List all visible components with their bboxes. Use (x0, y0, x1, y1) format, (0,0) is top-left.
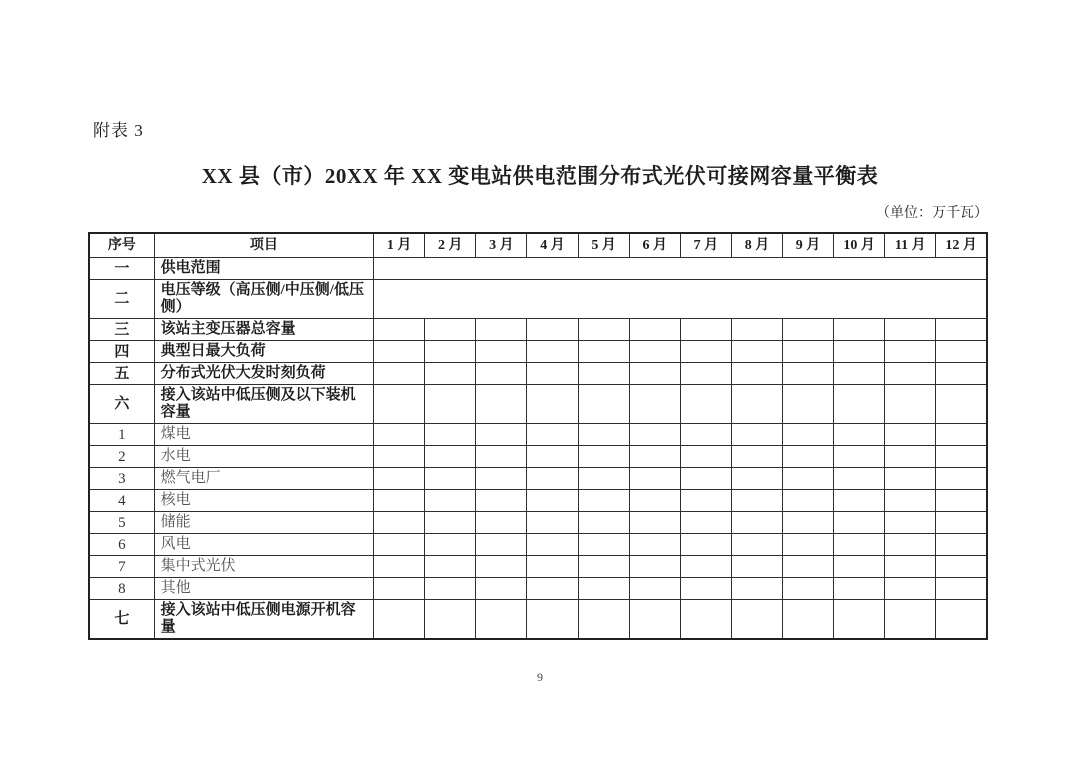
month-cell (527, 468, 578, 490)
month-cell (578, 319, 629, 341)
month-cell (476, 534, 527, 556)
month-cell (578, 556, 629, 578)
month-cell (834, 600, 885, 640)
month-cell (783, 363, 834, 385)
month-cell (834, 341, 885, 363)
month-cell (885, 534, 936, 556)
month-cell (680, 468, 731, 490)
month-cell (527, 534, 578, 556)
header-month: 2 月 (425, 233, 476, 258)
row-label-cell: 风电 (154, 534, 373, 556)
row-label-cell: 供电范围 (154, 258, 373, 280)
row-number-cell: 七 (89, 600, 154, 640)
row-number-cell: 2 (89, 446, 154, 468)
header-month: 5 月 (578, 233, 629, 258)
month-cell (527, 341, 578, 363)
month-cell (425, 385, 476, 424)
capacity-balance-table (88, 232, 988, 640)
merged-months-cell (374, 280, 987, 319)
month-cell (936, 341, 987, 363)
table-header (89, 233, 987, 258)
table-row (89, 341, 987, 363)
month-cell (834, 490, 885, 512)
row-number-cell: 六 (89, 385, 154, 424)
month-cell (834, 363, 885, 385)
month-cell (834, 556, 885, 578)
row-number-cell: 一 (89, 258, 154, 280)
header-month: 1 月 (374, 233, 425, 258)
month-cell (425, 424, 476, 446)
month-cell (834, 512, 885, 534)
row-number-cell: 五 (89, 363, 154, 385)
table-row (89, 424, 987, 446)
month-cell (629, 556, 680, 578)
month-cell (476, 556, 527, 578)
month-cell (783, 490, 834, 512)
month-cell (885, 600, 936, 640)
page-title: XX 县（市）20XX 年 XX 变电站供电范围分布式光伏可接网容量平衡表 (201, 164, 879, 188)
month-cell (783, 319, 834, 341)
row-label-cell: 典型日最大负荷 (154, 341, 373, 363)
table-row (89, 258, 987, 280)
month-cell (476, 341, 527, 363)
row-label-cell: 水电 (154, 446, 373, 468)
month-cell (476, 319, 527, 341)
month-cell (783, 512, 834, 534)
month-cell (425, 556, 476, 578)
row-number-cell: 7 (89, 556, 154, 578)
row-label-cell: 集中式光伏 (154, 556, 373, 578)
row-label-cell: 储能 (154, 512, 373, 534)
month-cell (731, 424, 782, 446)
month-cell (680, 578, 731, 600)
month-cell (834, 385, 885, 424)
header-row (89, 233, 987, 258)
month-cell (885, 363, 936, 385)
table-row (89, 385, 987, 424)
header-month: 8 月 (731, 233, 782, 258)
unit-note: （单位：万千瓦） (876, 206, 988, 221)
month-cell (578, 578, 629, 600)
header-month: 9 月 (783, 233, 834, 258)
month-cell (936, 468, 987, 490)
month-cell (374, 341, 425, 363)
table-row (89, 600, 987, 640)
month-cell (680, 363, 731, 385)
month-cell (680, 319, 731, 341)
month-cell (731, 490, 782, 512)
month-cell (783, 578, 834, 600)
month-cell (476, 385, 527, 424)
month-cell (680, 534, 731, 556)
month-cell (374, 578, 425, 600)
month-cell (629, 600, 680, 640)
month-cell (578, 490, 629, 512)
month-cell (783, 468, 834, 490)
month-cell (374, 319, 425, 341)
month-cell (834, 446, 885, 468)
month-cell (425, 319, 476, 341)
month-cell (680, 341, 731, 363)
merged-months-cell (374, 258, 987, 280)
month-cell (578, 424, 629, 446)
month-cell (783, 424, 834, 446)
month-cell (885, 385, 936, 424)
month-cell (374, 446, 425, 468)
header-month: 12 月 (936, 233, 987, 258)
header-no: 序号 (89, 233, 154, 258)
month-cell (425, 446, 476, 468)
row-label-cell: 该站主变压器总容量 (154, 319, 373, 341)
table-row (89, 280, 987, 319)
row-number-cell: 四 (89, 341, 154, 363)
month-cell (783, 385, 834, 424)
month-cell (425, 512, 476, 534)
month-cell (374, 556, 425, 578)
month-cell (629, 534, 680, 556)
month-cell (629, 424, 680, 446)
month-cell (731, 319, 782, 341)
table-row (89, 446, 987, 468)
month-cell (731, 600, 782, 640)
month-cell (731, 446, 782, 468)
month-cell (834, 534, 885, 556)
table-row (89, 363, 987, 385)
month-cell (885, 556, 936, 578)
row-label-cell: 煤电 (154, 424, 373, 446)
header-month: 4 月 (527, 233, 578, 258)
month-cell (783, 446, 834, 468)
table-row (89, 468, 987, 490)
row-number-cell: 4 (89, 490, 154, 512)
month-cell (629, 385, 680, 424)
row-number-cell: 3 (89, 468, 154, 490)
table-row (89, 319, 987, 341)
month-cell (578, 385, 629, 424)
month-cell (374, 363, 425, 385)
month-cell (527, 424, 578, 446)
month-cell (527, 512, 578, 534)
month-cell (527, 446, 578, 468)
month-cell (629, 490, 680, 512)
row-number-cell: 6 (89, 534, 154, 556)
month-cell (731, 556, 782, 578)
month-cell (578, 468, 629, 490)
month-cell (629, 363, 680, 385)
row-label-cell: 其他 (154, 578, 373, 600)
month-cell (374, 512, 425, 534)
month-cell (680, 600, 731, 640)
month-cell (374, 600, 425, 640)
month-cell (578, 534, 629, 556)
row-label-cell: 分布式光伏大发时刻负荷 (154, 363, 373, 385)
month-cell (476, 600, 527, 640)
month-cell (680, 424, 731, 446)
header-month: 6 月 (629, 233, 680, 258)
month-cell (783, 341, 834, 363)
table-row (89, 556, 987, 578)
month-cell (885, 490, 936, 512)
month-cell (936, 385, 987, 424)
month-cell (731, 578, 782, 600)
month-cell (783, 534, 834, 556)
header-item: 项目 (154, 233, 373, 258)
month-cell (885, 341, 936, 363)
month-cell (731, 341, 782, 363)
month-cell (680, 512, 731, 534)
month-cell (425, 341, 476, 363)
month-cell (885, 578, 936, 600)
month-cell (885, 468, 936, 490)
month-cell (936, 556, 987, 578)
month-cell (425, 490, 476, 512)
month-cell (425, 578, 476, 600)
month-cell (731, 363, 782, 385)
appendix-label: 附表 3 (93, 121, 144, 140)
month-cell (731, 468, 782, 490)
month-cell (629, 578, 680, 600)
month-cell (783, 556, 834, 578)
month-cell (527, 556, 578, 578)
table-row (89, 534, 987, 556)
month-cell (885, 512, 936, 534)
month-cell (578, 363, 629, 385)
month-cell (425, 534, 476, 556)
row-number-cell: 二 (89, 280, 154, 319)
month-cell (476, 468, 527, 490)
row-label-cell: 接入该站中低压侧电源开机容量 (154, 600, 373, 640)
month-cell (936, 363, 987, 385)
month-cell (936, 534, 987, 556)
month-cell (476, 512, 527, 534)
month-cell (578, 446, 629, 468)
row-number-cell: 8 (89, 578, 154, 600)
month-cell (834, 319, 885, 341)
month-cell (527, 385, 578, 424)
month-cell (629, 512, 680, 534)
month-cell (885, 424, 936, 446)
month-cell (476, 446, 527, 468)
month-cell (936, 578, 987, 600)
month-cell (885, 446, 936, 468)
month-cell (374, 385, 425, 424)
row-number-cell: 三 (89, 319, 154, 341)
month-cell (374, 534, 425, 556)
month-cell (374, 490, 425, 512)
month-cell (936, 512, 987, 534)
month-cell (731, 512, 782, 534)
month-cell (936, 600, 987, 640)
month-cell (885, 319, 936, 341)
month-cell (680, 385, 731, 424)
month-cell (629, 341, 680, 363)
month-cell (527, 363, 578, 385)
month-cell (578, 512, 629, 534)
month-cell (374, 468, 425, 490)
month-cell (834, 424, 885, 446)
month-cell (374, 424, 425, 446)
page-number: 9 (537, 670, 543, 684)
header-month: 10 月 (834, 233, 885, 258)
table-row (89, 578, 987, 600)
month-cell (476, 424, 527, 446)
month-cell (629, 319, 680, 341)
month-cell (834, 578, 885, 600)
month-cell (680, 490, 731, 512)
header-month: 3 月 (476, 233, 527, 258)
table-row (89, 512, 987, 534)
month-cell (936, 446, 987, 468)
month-cell (527, 319, 578, 341)
row-number-cell: 5 (89, 512, 154, 534)
row-label-cell: 核电 (154, 490, 373, 512)
month-cell (578, 600, 629, 640)
month-cell (476, 490, 527, 512)
month-cell (680, 446, 731, 468)
month-cell (936, 319, 987, 341)
month-cell (731, 534, 782, 556)
table-body (89, 258, 987, 640)
header-month: 11 月 (885, 233, 936, 258)
table-row (89, 490, 987, 512)
month-cell (425, 468, 476, 490)
month-cell (476, 363, 527, 385)
month-cell (936, 490, 987, 512)
month-cell (476, 578, 527, 600)
header-month: 7 月 (680, 233, 731, 258)
month-cell (527, 578, 578, 600)
month-cell (834, 468, 885, 490)
month-cell (936, 424, 987, 446)
month-cell (629, 446, 680, 468)
month-cell (425, 363, 476, 385)
month-cell (527, 490, 578, 512)
row-label-cell: 接入该站中低压侧及以下装机容量 (154, 385, 373, 424)
month-cell (731, 385, 782, 424)
row-label-cell: 电压等级（高压侧/中压侧/低压侧） (154, 280, 373, 319)
month-cell (425, 600, 476, 640)
month-cell (783, 600, 834, 640)
row-number-cell: 1 (89, 424, 154, 446)
month-cell (578, 341, 629, 363)
month-cell (629, 468, 680, 490)
month-cell (680, 556, 731, 578)
row-label-cell: 燃气电厂 (154, 468, 373, 490)
month-cell (527, 600, 578, 640)
